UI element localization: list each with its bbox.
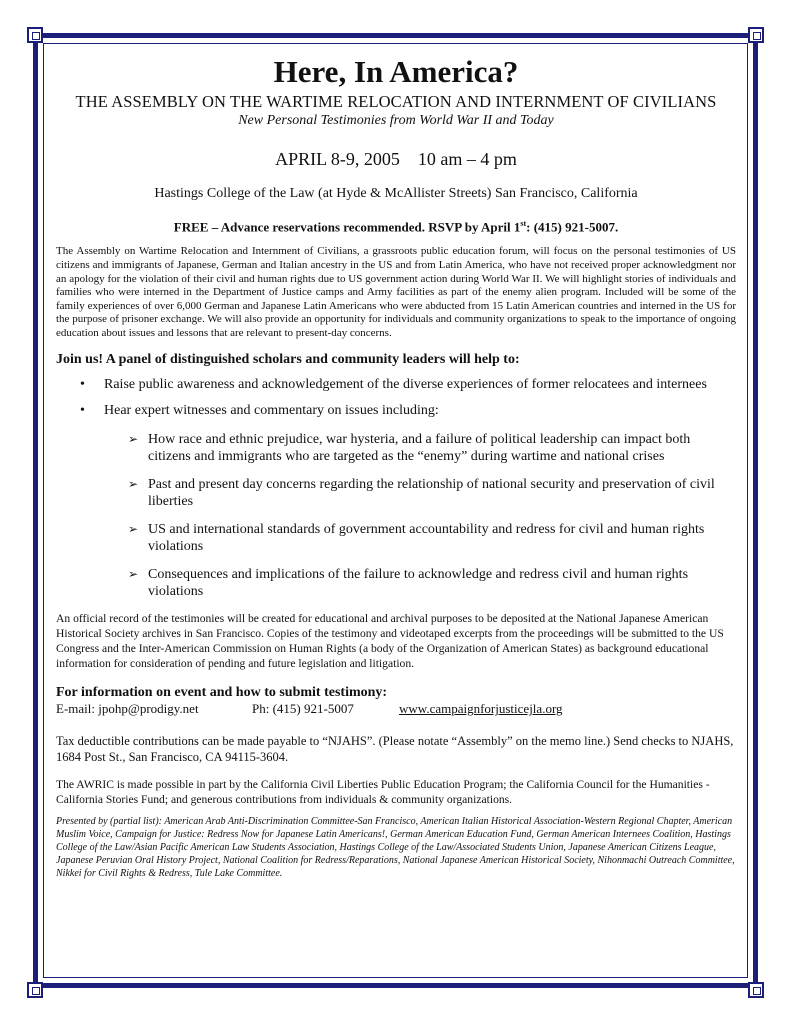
bullet-icon: • <box>80 403 85 419</box>
rsvp-phone: : (415) 921-5007. <box>526 219 619 235</box>
tax-paragraph: Tax deductible contributions can be made payable to “NJAHS”. (Please notate “Assembly” on the memo line.) Send checks to NJAHS, 1684 Post St., San Francisco, CA 94115-3604. <box>56 734 734 765</box>
bullet-icon: • <box>80 377 85 393</box>
arrow-bullet-icon: ➢ <box>128 432 139 447</box>
rsvp-line <box>56 219 736 235</box>
list-item-text: How race and ethnic prejudice, war hysteria, and a failure of political leadership can impact both citizens and immigrants who are targeted as the “enemy” during wartime and national crises <box>148 432 691 465</box>
list-item <box>104 521 736 555</box>
event-date: APRIL 8-9, 2005 10 am – 4 pm <box>275 149 517 169</box>
list-item-text: US and international standards of government accountability and redress for civil and human rights violations <box>148 522 705 555</box>
list-item <box>56 402 736 600</box>
rsvp-text: FREE – Advance reservations recommended. RSVP by April 1 <box>173 219 521 235</box>
arrow-bullet-icon: ➢ <box>128 477 139 492</box>
rsvp-ordinal: st <box>520 219 527 228</box>
sponsors-paragraph: Presented by (partial list): American Arab Anti-Discrimination Committee-San Francisco, American Italian Historical Association-Western Regional Chapter, American Muslim Voice, Campaign for Justice: Redress Now for Japanese Latin Americans!, German American Education Fund, German American Internees Coalition, Hastings College of the Law/Asian Pacific American Law Students Association, Hastings College of the Law/Associated Students Union, Japanese American Citizens League, Japanese Peruvian Oral History Project, National Coalition for Redress/Reparations, National Japanese American Historical Society, Nihonmachi Outreach Committee, Nikkei for Civil Rights & Redress, Tule Lake Committee. <box>56 816 735 880</box>
arrow-bullet-icon: ➢ <box>128 567 139 582</box>
corner-ornament-icon <box>27 27 43 43</box>
list-item-text: Raise public awareness and acknowledgement of the diverse experiences of former relocatees and internees <box>104 377 707 393</box>
arrow-bullet-icon: ➢ <box>128 522 139 537</box>
email-contact[interactable]: E-mail: jpohp@prodigy.net <box>56 701 199 717</box>
event-tagline: New Personal Testimonies from World War II and Today <box>238 113 554 128</box>
goals-list <box>56 376 736 600</box>
list-item-text: Past and present day concerns regarding the relationship of national security and preservation of civil liberties <box>148 477 715 510</box>
phone-contact: Ph: (415) 921-5007 <box>252 701 354 717</box>
list-item <box>104 476 736 510</box>
intro-paragraph: The Assembly on Wartime Relocation and Internment of Civilians, a grassroots public education forum, will focus on the personal testimonies of US citizens and immigrants of Japanese, German and Italian ancestry in the US and from Latin America, who have not received proper acknowledgment nor an apology for the violation of their civil and human rights due to US government action during World War II. We will highlight stories of individuals and families who were interned in the Department of Justice camps and Army facilities as part of the enemy alien program. Included will be some of the family experiences of over 6,000 German and Japanese Latin Americans who were abducted from 15 Latin American countries and interned in the US for the purpose of prisoner exchange. We will also provide an opportunity for individuals and community organizations to speak to the importance of ongoing education about issues and lessons that are relevant to present-day concerns. <box>56 245 736 339</box>
list-item <box>104 566 736 600</box>
funding-paragraph: The AWRIC is made possible in part by the California Civil Liberties Public Education Program; the California Council for the Humanities - California Stories Fund; and generous contributions from individuals & community organizations. <box>56 778 710 807</box>
website-link[interactable]: www.campaignforjusticejla.org <box>399 701 563 717</box>
join-heading: Join us! A panel of distinguished scholars and community leaders will help to: <box>56 352 520 368</box>
page-title: Here, In America? <box>273 54 519 89</box>
record-paragraph: An official record of the testimonies will be created for educational and archival purposes to be deposited at the National Japanese American Historical Society archives in San Francisco. Copies of the testimony and videotaped excerpts from the proceedings will be submitted to the US Congress and the Inter-American Commission on Human Rights (a body of the Organization of American States) as background educational information for consideration of pending and future legislation and litigation. <box>56 612 724 671</box>
contact-line <box>56 701 736 717</box>
event-name: THE ASSEMBLY ON THE WARTIME RELOCATION AND INTERNMENT OF CIVILIANS <box>75 92 717 111</box>
corner-ornament-icon <box>748 27 764 43</box>
flyer-content <box>56 48 736 880</box>
info-heading: For information on event and how to submit testimony: <box>56 685 388 701</box>
list-item-text: Hear expert witnesses and commentary on issues including: <box>104 403 439 419</box>
issues-list <box>104 431 736 600</box>
list-item-text: Consequences and implications of the failure to acknowledge and redress civil and human rights violations <box>148 567 689 600</box>
list-item <box>56 376 736 393</box>
corner-ornament-icon <box>27 982 43 998</box>
list-item <box>104 431 736 465</box>
corner-ornament-icon <box>748 982 764 998</box>
event-venue: Hastings College of the Law (at Hyde & McAllister Streets) San Francisco, California <box>154 186 638 201</box>
